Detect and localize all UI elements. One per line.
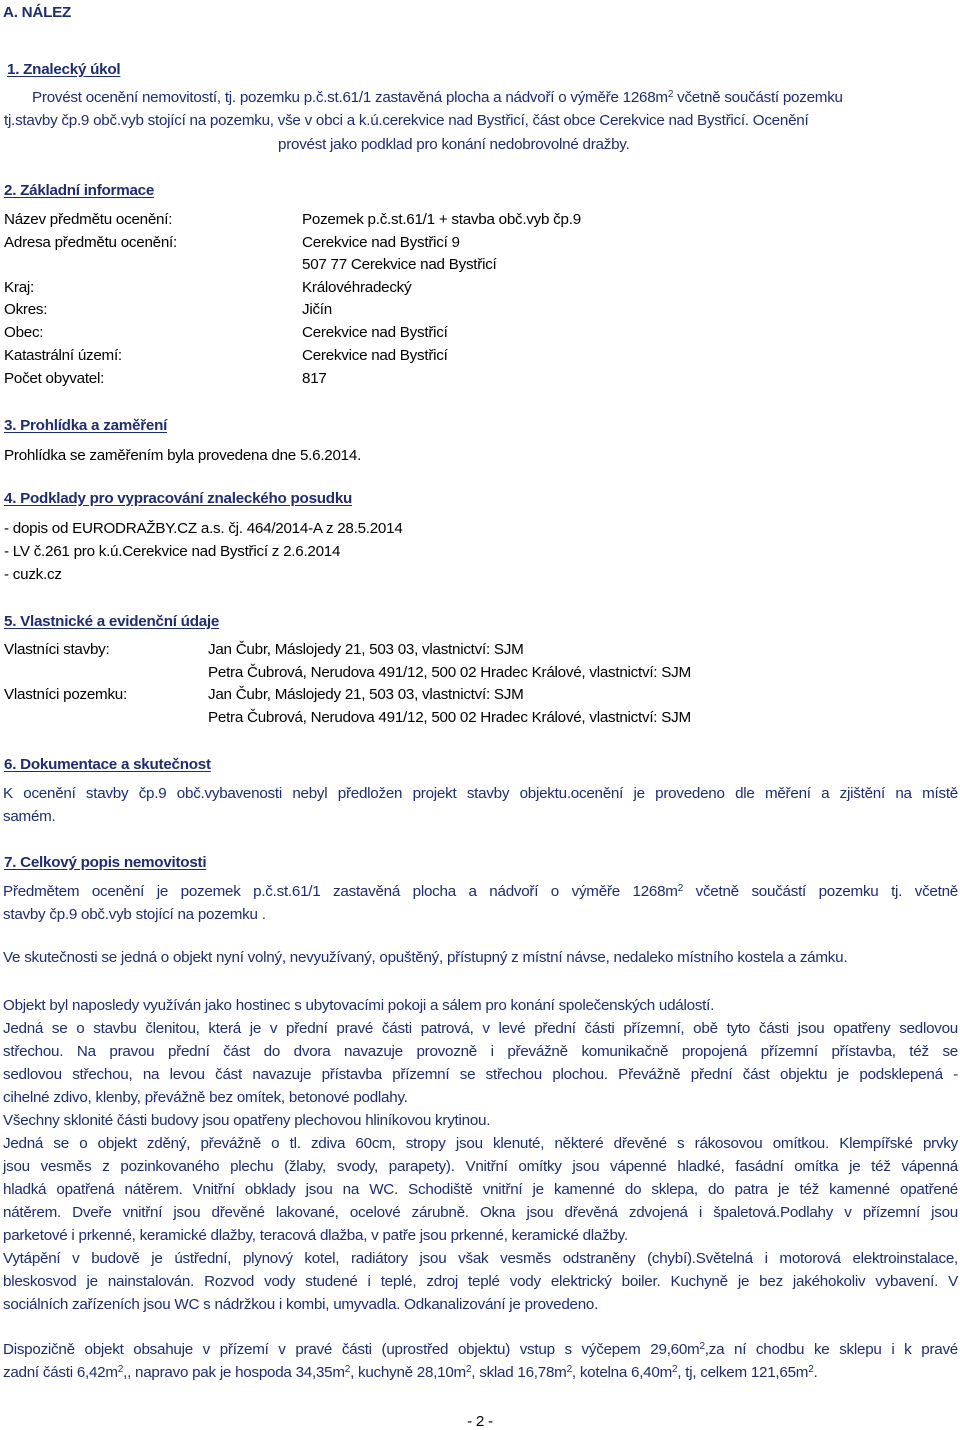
description-p1-line-1: Předmětem ocenění je pozemek p.č.st.61/1 zastavěná plocha a nádvoří o výměře $1268m^2$ včetně součástí pozemku tj. včetně	[3, 883, 958, 900]
inspection-text: Prohlídka se zaměřením byla provedena dne 5.6.2014.	[4, 447, 362, 464]
description-p3-line: jsou vesměs z pozinkovaného plechu (žlaby, svody, parapety). Vnitřní omítky jsou vápenné hladké, fasádní omítka je též vápenná	[3, 1158, 958, 1175]
description-p4-line-2: zadní části $6,42m^2$,, napravo pak je hospoda $34,35m^2$, kuchyně $28,10m^2$, sklad $16,78m^2$, kotelna $6,40m^2$, tj, celkem $121,65m^2$.	[3, 1364, 818, 1381]
source-item: - cuzk.cz	[4, 566, 62, 583]
owner-entry: Petra Čubrová, Nerudova 491/12, 500 02 Hradec Králové, vlastnictví: SJM	[208, 709, 691, 726]
description-p3-line: Vytápění v budově je ústřední, plynový kotel, radiátory jsou však vesměs odstraněny (chybí).Světelná i motorová elektroinstalace,	[3, 1250, 958, 1267]
info-value: Cerekvice nad Bystřicí 9	[302, 234, 460, 251]
description-p3-line: parketové i prkenné, keramické dlažby, teracová dlažba, v patře jsou prkenné, keramické dlažby.	[3, 1227, 628, 1244]
description-p3-line: Jedná se o objekt zděný, převážně o tl. zdiva 60cm, stropy jsou klenuté, některé dřevěné s rákosovou omítkou. Klempířské prvky	[3, 1135, 958, 1152]
description-p3-line: Jedná se o stavbu členitou, která je v přední pravé části patrová, v levé přední části přízemní, obě tyto části jsou opatřeny sedlovou	[3, 1020, 958, 1037]
section-3-title: 3. Prohlídka a zaměření	[4, 417, 168, 434]
info-value: Cerekvice nad Bystřicí	[302, 347, 448, 364]
building-owners-label: Vlastníci stavby:	[4, 641, 110, 658]
info-value: Pozemek p.č.st.61/1 + stavba obč.vyb čp.9	[302, 211, 581, 228]
info-label: Název předmětu ocenění:	[4, 211, 173, 228]
documentation-line-1: K ocenění stavby čp.9 obč.vybavenosti nebyl předložen projekt stavby objektu.ocenění je provedeno dle měření a zjištění na místě	[3, 785, 958, 802]
description-p3-line: Všechny sklonité části budovy jsou opatřeny plechovou hliníkovou krytinou.	[3, 1112, 491, 1129]
land-owners-label: Vlastníci pozemku:	[4, 686, 127, 703]
info-value: 817	[302, 370, 327, 387]
info-value: Královéhradecký	[302, 279, 412, 296]
info-label: Adresa předmětu ocenění:	[4, 234, 177, 251]
description-p3-line: bleskosvod je nainstalován. Rozvod vody studené i teplé, zdroj teplé vody elektrický boiler. Kuchyně je bez jakéhokoliv vybavení. V	[3, 1273, 958, 1290]
page-number: - 2 -	[467, 1413, 493, 1430]
info-label: Okres:	[4, 301, 48, 318]
description-p3-line: sociálních zařízeních jsou WC s nádržkou i kombi, umyvadla. Odkanalizování je provedeno.	[3, 1296, 599, 1313]
section-2-title: 2. Základní informace	[4, 182, 155, 199]
info-label: Počet obyvatel:	[4, 370, 105, 387]
info-label: Kraj:	[4, 279, 34, 296]
description-p3-line: Objekt byl naposledy využíván jako hostinec s ubytovacími pokoji a sálem pro konání společenských událostí.	[3, 997, 715, 1014]
info-value: Jičín	[302, 301, 332, 318]
source-item: - dopis od EURODRAŽBY.CZ a.s. čj. 464/2014-A z 28.5.2014	[4, 520, 403, 537]
description-p3-line: střechou. Na pravou přední část do dvora navazuje provozně i převážně komunikačně propojená přízemní přístavba, též se	[3, 1043, 958, 1060]
section-6-title: 6. Dokumentace a skutečnost	[4, 756, 211, 773]
description-p3-line: sedlovou střechou, na levou část navazuje přístavba přízemní se střechou plochou. Převážně přední část objektu je podsklepená -	[3, 1066, 958, 1083]
section-7-title: 7. Celkový popis nemovitosti	[4, 854, 207, 871]
section-1-line-1: Provést ocenění nemovitostí, tj. pozemku p.č.st.61/1 zastavěná plocha a nádvoří o výměře $1268m^2$ včetně součástí pozemku	[32, 89, 843, 106]
description-p2: Ve skutečnosti se jedná o objekt nyní volný, nevyužívaný, opuštěný, přístupný z místní návse, nedaleko místního kostela a zámku.	[3, 949, 848, 966]
section-4-title: 4. Podklady pro vypracování znaleckého posudku	[4, 490, 353, 507]
info-label: Katastrální území:	[4, 347, 122, 364]
owner-entry: Petra Čubrová, Nerudova 491/12, 500 02 Hradec Králové, vlastnictví: SJM	[208, 664, 691, 681]
owner-entry: Jan Čubr, Máslojedy 21, 503 03, vlastnictví: SJM	[208, 686, 524, 703]
source-item: - LV č.261 pro k.ú.Cerekvice nad Bystřicí z 2.6.2014	[4, 543, 341, 560]
info-label: Obec:	[4, 324, 44, 341]
description-p3-line: cihelné zdivo, klenby, převážně bez omítek, betonové podlahy.	[3, 1089, 408, 1106]
document-heading: A. NÁLEZ	[3, 4, 72, 21]
info-value: Cerekvice nad Bystřicí	[302, 324, 448, 341]
description-p1-line-2: stavby čp.9 obč.vyb stojící na pozemku .	[3, 906, 266, 923]
info-value: 507 77 Cerekvice nad Bystřicí	[302, 256, 497, 273]
section-1-title: 1. Znalecký úkol	[7, 61, 121, 78]
owner-entry: Jan Čubr, Máslojedy 21, 503 03, vlastnictví: SJM	[208, 641, 524, 658]
documentation-line-2: samém.	[3, 808, 56, 825]
section-1-line-3: provést jako podklad pro konání nedobrovolné dražby.	[278, 136, 630, 153]
section-5-title: 5. Vlastnické a evidenční údaje	[4, 613, 220, 630]
description-p3-line: hladká opatřená nátěrem. Vnitřní obklady jsou na WC. Schodiště vnitřní je kamenné do sklepa, do patra je též kamenné opatřené	[3, 1181, 958, 1198]
section-1-line-2: tj.stavby čp.9 obč.vyb stojící na pozemku, vše v obci a k.ú.cerekvice nad Bystřicí, část obce Cerekvice nad Bystřicí. Ocenění	[4, 112, 809, 129]
description-p3-line: nátěrem. Dveře vnitřní jsou dřevěné lakované, ocelové zárubně. Okna jsou dřevěná zdvojená i špaletová.Podlahy v přízemní jsou	[3, 1204, 958, 1221]
description-p4-line-1: Dispozičně objekt obsahuje v přízemí v pravé části (uprostřed objektu) vstup s výčepem $29,60m^2,za$ ní chodbu ke sklepu i k pravé	[3, 1341, 958, 1358]
